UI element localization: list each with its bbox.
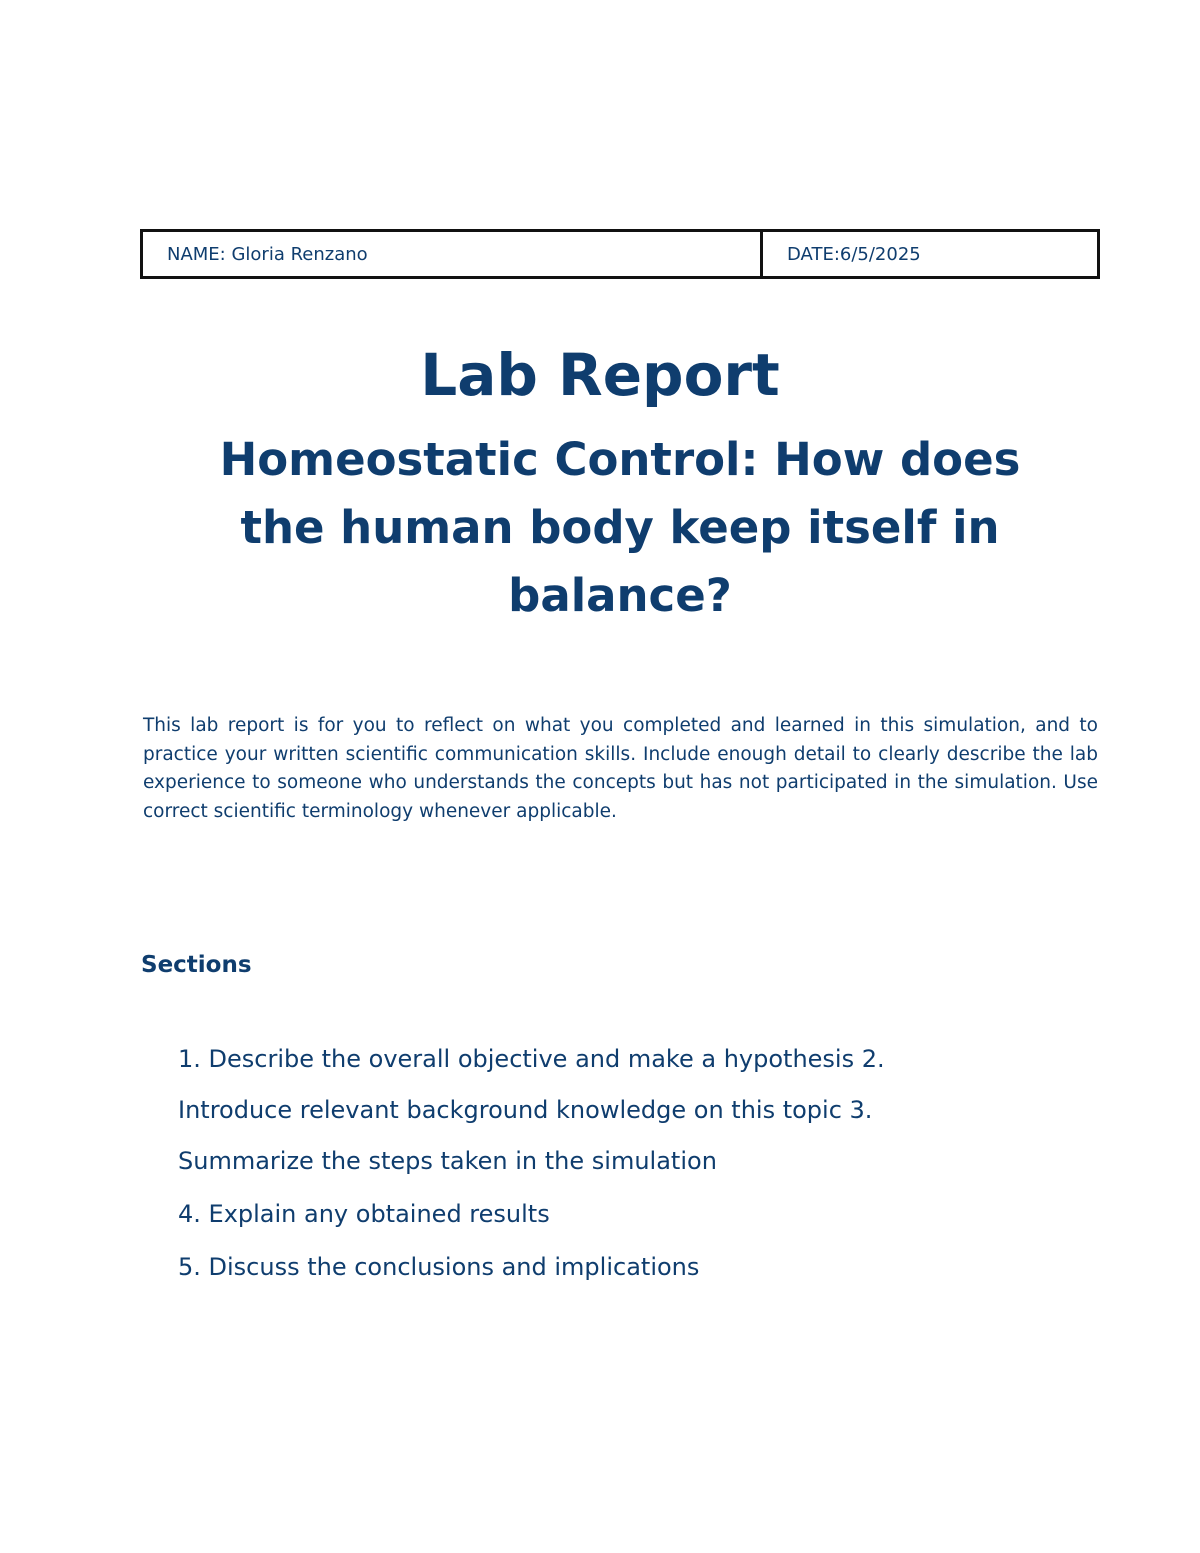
header-table: [140, 229, 1100, 279]
sections-line: Summarize the steps taken in the simulation: [178, 1147, 717, 1175]
page-subtitle: Homeostatic Control: How does the human body keep itself in balance?: [219, 433, 1021, 622]
sections-line: 4. Explain any obtained results: [178, 1200, 550, 1228]
intro-paragraph: This lab report is for you to reflect on what you completed and learned in this simulation, and to practice your written scientific communication skills. Include enough detail to clearly describe the lab experience to someone who understands the concepts but has not participated in the simulation. Use correct scientific terminology whenever applicable.: [143, 715, 1098, 822]
name-field: NAME: Gloria Renzano: [143, 232, 763, 276]
sections-line: 5. Discuss the conclusions and implications: [178, 1253, 700, 1281]
sections-heading: Sections: [141, 952, 252, 978]
page-title: Lab Report: [420, 341, 780, 409]
sections-line: Introduce relevant background knowledge on this topic 3.: [178, 1096, 873, 1124]
date-field: DATE:6/5/2025: [787, 243, 921, 265]
sections-line: 1. Describe the overall objective and make a hypothesis 2.: [178, 1045, 885, 1073]
sections-list: [178, 1034, 1078, 1293]
